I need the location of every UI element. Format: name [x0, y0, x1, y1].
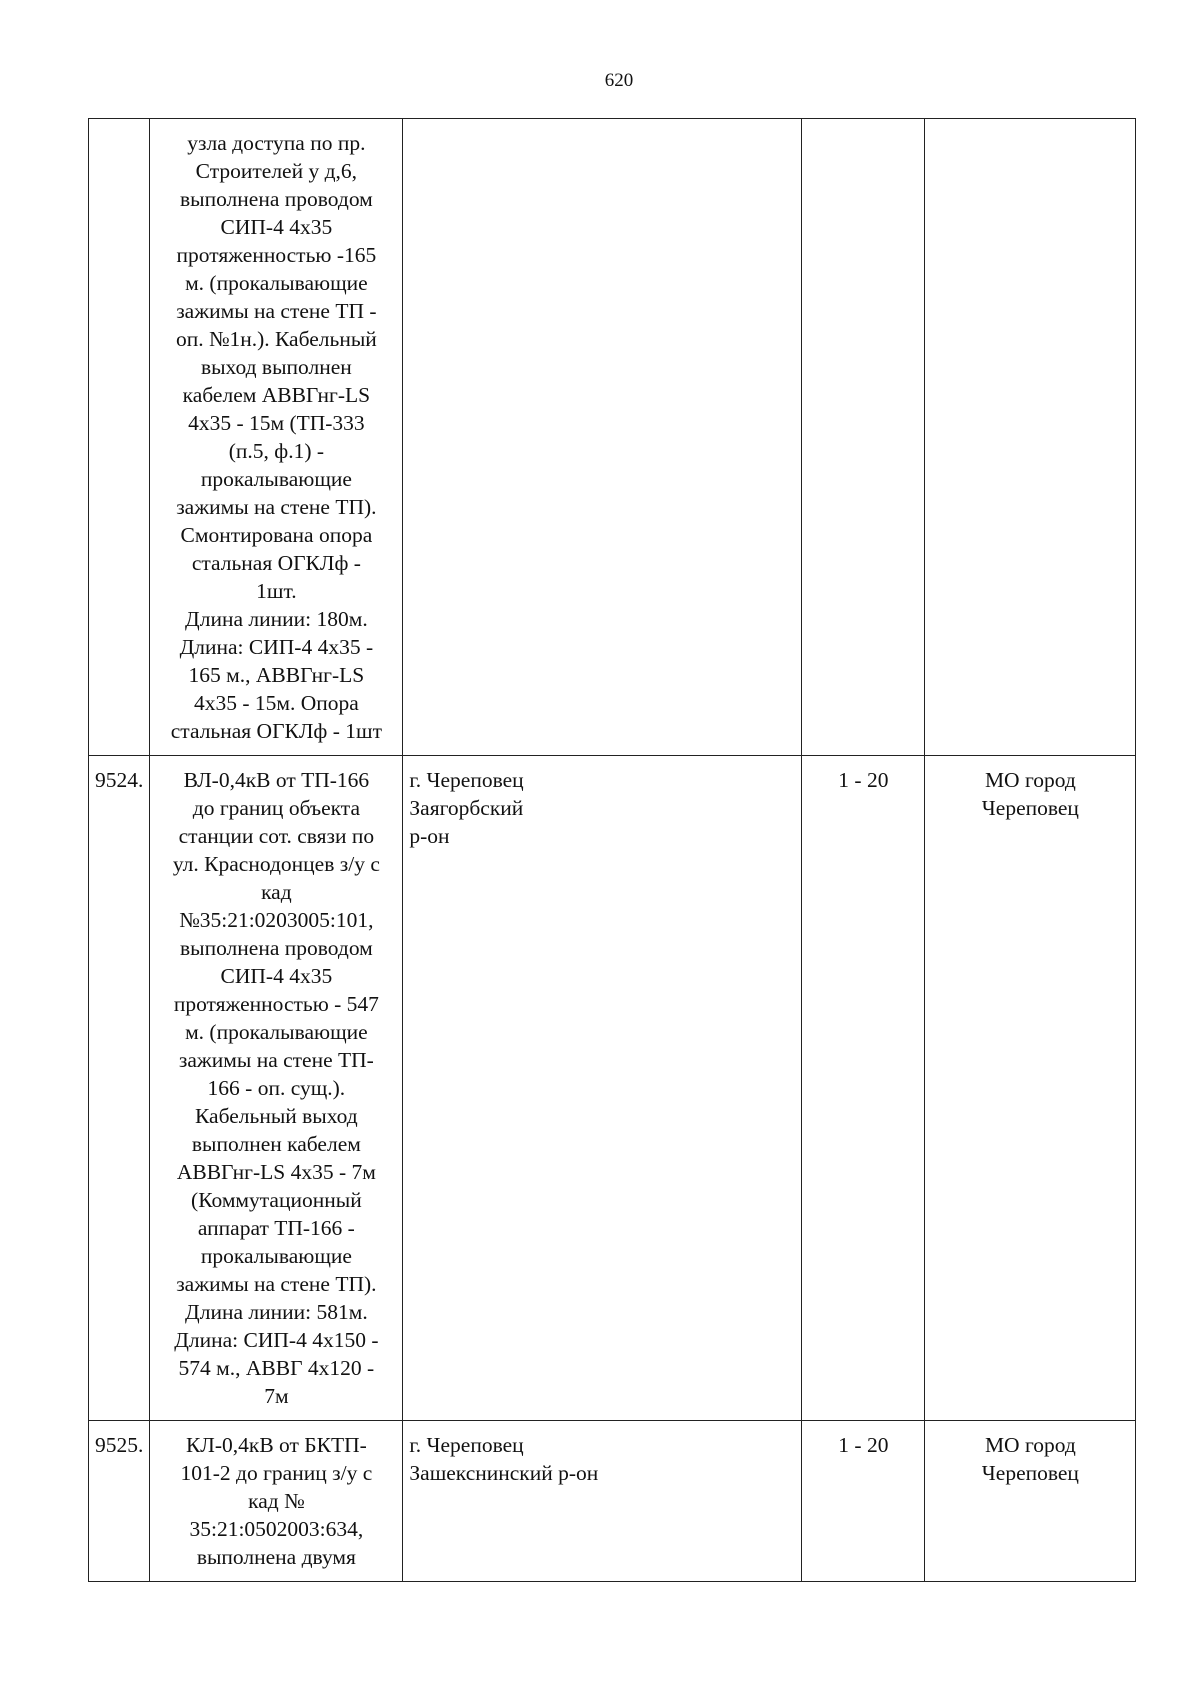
row-owner	[925, 1421, 1136, 1582]
row-owner	[925, 119, 1136, 756]
table-row	[89, 119, 1136, 756]
cell-text-line: протяженностью -165	[176, 243, 377, 267]
cell-text-line: г. Череповец	[409, 768, 524, 792]
cell-text-line: Смонтирована опора	[180, 523, 373, 547]
cell-text-line: станции сот. связи по	[178, 824, 375, 848]
cell-text-line: зажимы на стене ТП).	[176, 495, 377, 519]
cell-text-line: СИП-4 4х35	[220, 215, 333, 239]
cell-text-line: МО город	[984, 1433, 1076, 1457]
cell-text-line: 7м	[264, 1384, 289, 1408]
row-description	[150, 756, 403, 1421]
cell-text-line: 165 м., АВВГнг-LS	[188, 663, 365, 687]
cell-text-line: г. Череповец	[409, 1433, 524, 1457]
cell-text-line: 4х35 - 15м. Опора	[193, 691, 359, 715]
cell-text-line: (Коммутационный	[191, 1188, 362, 1212]
cell-text-line: Длина линии: 581м.	[185, 1300, 368, 1324]
cell-text-line: Череповец	[981, 796, 1079, 820]
cell-text-line: стальная ОГКЛф -	[191, 551, 361, 575]
cell-text-line: ул. Краснодонцев з/у с	[172, 852, 380, 876]
cell-text-line: КЛ-0,4кВ от БКТП-	[185, 1433, 367, 1457]
cell-text-line: ВЛ-0,4кВ от ТП-166	[183, 768, 370, 792]
cell-text-line: протяженностью - 547	[173, 992, 379, 1016]
cell-text-line: выполнена проводом	[179, 936, 373, 960]
cell-text-line: Череповец	[981, 1461, 1079, 1485]
cell-text-line: аппарат ТП-166 -	[197, 1216, 355, 1240]
cell-text-line: 574 м., АВВГ 4х120 -	[178, 1356, 375, 1380]
cell-text-line: прокалывающие	[200, 1244, 352, 1268]
cell-text-line: м. (прокалывающие	[185, 1020, 368, 1044]
cell-text-line: прокалывающие	[200, 467, 352, 491]
row-address	[403, 119, 802, 756]
cell-text-line: 1шт.	[256, 579, 297, 603]
cell-text-line: зажимы на стене ТП).	[176, 1272, 377, 1296]
cell-text-line: №35:21:0203005:101,	[179, 908, 374, 932]
cell-text-line: кабелем АВВГнг-LS	[182, 383, 371, 407]
row-number	[89, 119, 150, 756]
cell-text-line: выполнена двумя	[196, 1545, 356, 1569]
row-number: 9525.	[89, 1421, 150, 1582]
cell-text-line: Длина: СИП-4 4х35 -	[179, 635, 374, 659]
row-term: 1 - 20	[802, 756, 925, 1421]
row-term: 1 - 20	[802, 1421, 925, 1582]
cell-text-line: м. (прокалывающие	[185, 271, 368, 295]
table-row	[89, 1421, 1136, 1582]
cell-text-line: зажимы на стене ТП-	[178, 1048, 374, 1072]
cell-text-line: узла доступа по пр.	[187, 131, 366, 155]
cell-text-line: стальная ОГКЛф - 1шт	[170, 719, 382, 743]
cell-text-line: до границ объекта	[192, 796, 360, 820]
cell-text-line: Заягорбский	[409, 796, 524, 820]
cell-text-line: 4х35 - 15м (ТП-333	[188, 411, 365, 435]
cell-text-line: зажимы на стене ТП -	[176, 299, 377, 323]
row-description	[150, 1421, 403, 1582]
cell-text-line: оп. №1н.). Кабельный	[175, 327, 377, 351]
cell-text-line: (п.5, ф.1) -	[228, 439, 325, 463]
cell-text-line: МО город	[984, 768, 1076, 792]
cell-text-line: кад №	[248, 1489, 305, 1513]
row-number: 9524.	[89, 756, 150, 1421]
cell-text-line: АВВГнг-LS 4х35 - 7м	[176, 1160, 376, 1184]
row-description	[150, 119, 403, 756]
cell-text-line: выполнена проводом	[179, 187, 373, 211]
cell-text-line: Длина: СИП-4 4х150 -	[174, 1328, 379, 1352]
table-row	[89, 756, 1136, 1421]
cell-text-line: 166 - оп. сущ.).	[207, 1076, 346, 1100]
row-address	[403, 1421, 802, 1582]
row-address	[403, 756, 802, 1421]
cell-text-line: Строителей у д,6,	[195, 159, 358, 183]
cell-text-line: Длина линии: 180м.	[185, 607, 368, 631]
cell-text-line: кад	[261, 880, 292, 904]
row-owner	[925, 756, 1136, 1421]
cell-text-line: выход выполнен	[200, 355, 352, 379]
cell-text-line: Кабельный выход	[194, 1104, 358, 1128]
cell-text-line: выполнен кабелем	[191, 1132, 361, 1156]
cell-text-line: 35:21:0502003:634,	[189, 1517, 364, 1541]
cell-text-line: 101-2 до границ з/у с	[180, 1461, 373, 1485]
registry-table	[88, 118, 1136, 1582]
cell-text-line: р-он	[409, 824, 450, 848]
cell-text-line: СИП-4 4х35	[220, 964, 333, 988]
row-term	[802, 119, 925, 756]
cell-text-line: Зашекснинский р-он	[409, 1461, 599, 1485]
page-number: 620	[604, 70, 634, 91]
